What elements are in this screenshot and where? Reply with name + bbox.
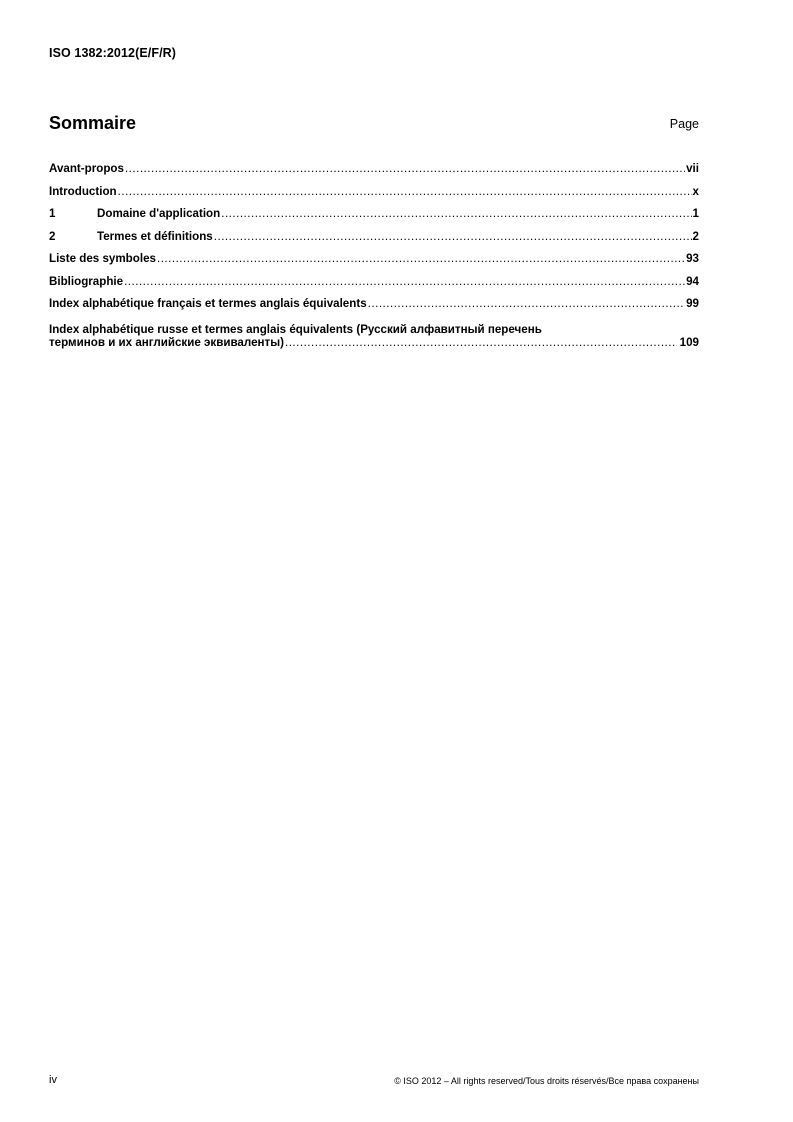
toc-entry-index-francais[interactable]	[49, 297, 699, 320]
toc-entry-termes-definitions[interactable]	[49, 230, 699, 253]
toc-entry-page: 94	[686, 274, 699, 288]
toc-dot-leader	[157, 252, 685, 266]
toc-entry-introduction[interactable]	[49, 185, 699, 208]
toc-dot-leader	[124, 275, 685, 289]
toc-entry-label-line1: Index alphabétique russe et termes anglais équivalents (Русский алфавитный перечень	[49, 322, 542, 336]
toc-title: Sommaire	[49, 113, 137, 133]
toc-entry-liste-symboles[interactable]	[49, 252, 699, 275]
toc-entry-label: Index alphabétique français et termes anglais équivalents	[49, 297, 367, 310]
document-id: ISO 1382:2012(E/F/R)	[49, 46, 177, 60]
toc-entry-line2	[49, 336, 699, 349]
toc-dot-leader	[221, 207, 691, 221]
toc-heading-row	[49, 113, 699, 137]
toc-dot-leader	[214, 230, 692, 244]
toc-entry-page: x	[692, 184, 699, 198]
toc-dot-leader	[368, 297, 685, 311]
toc-page-column-label: Page	[669, 117, 699, 131]
toc-entry-number: 2	[49, 229, 56, 243]
toc-entry-avant-propos[interactable]	[49, 162, 699, 185]
toc-dot-leader	[118, 185, 692, 199]
toc-entry-page: 2	[692, 229, 699, 243]
toc-entry-label: Domaine d'application	[97, 207, 221, 220]
toc-entry-label: Avant-propos	[49, 162, 124, 175]
toc-entry-label: Liste des symboles	[49, 252, 156, 265]
toc-dot-leader	[285, 336, 677, 349]
table-of-contents	[49, 162, 699, 349]
footer-page-number: iv	[49, 1074, 57, 1086]
toc-entry-number: 1	[49, 207, 56, 220]
toc-entry-bibliographie[interactable]	[49, 275, 699, 298]
toc-entry-domaine-application[interactable]	[49, 207, 699, 230]
toc-entry-label: Bibliographie	[49, 274, 124, 288]
toc-entry-page: 109	[679, 335, 699, 349]
toc-entry-page: 93	[686, 252, 699, 265]
toc-entry-label-line2: терминов и их английские эквиваленты)	[49, 335, 284, 349]
toc-entry-index-russe[interactable]	[49, 323, 699, 349]
toc-entry-label: Termes et définitions	[97, 229, 213, 243]
toc-entry-page: vii	[686, 162, 699, 175]
toc-entry-page: 1	[692, 207, 699, 220]
toc-dot-leader	[125, 162, 685, 176]
footer-copyright: © ISO 2012 – All rights reserved/Tous droits réservés/Все права сохранены	[394, 1076, 699, 1086]
toc-entry-page: 99	[686, 297, 699, 310]
toc-entry-label: Introduction	[49, 184, 117, 198]
